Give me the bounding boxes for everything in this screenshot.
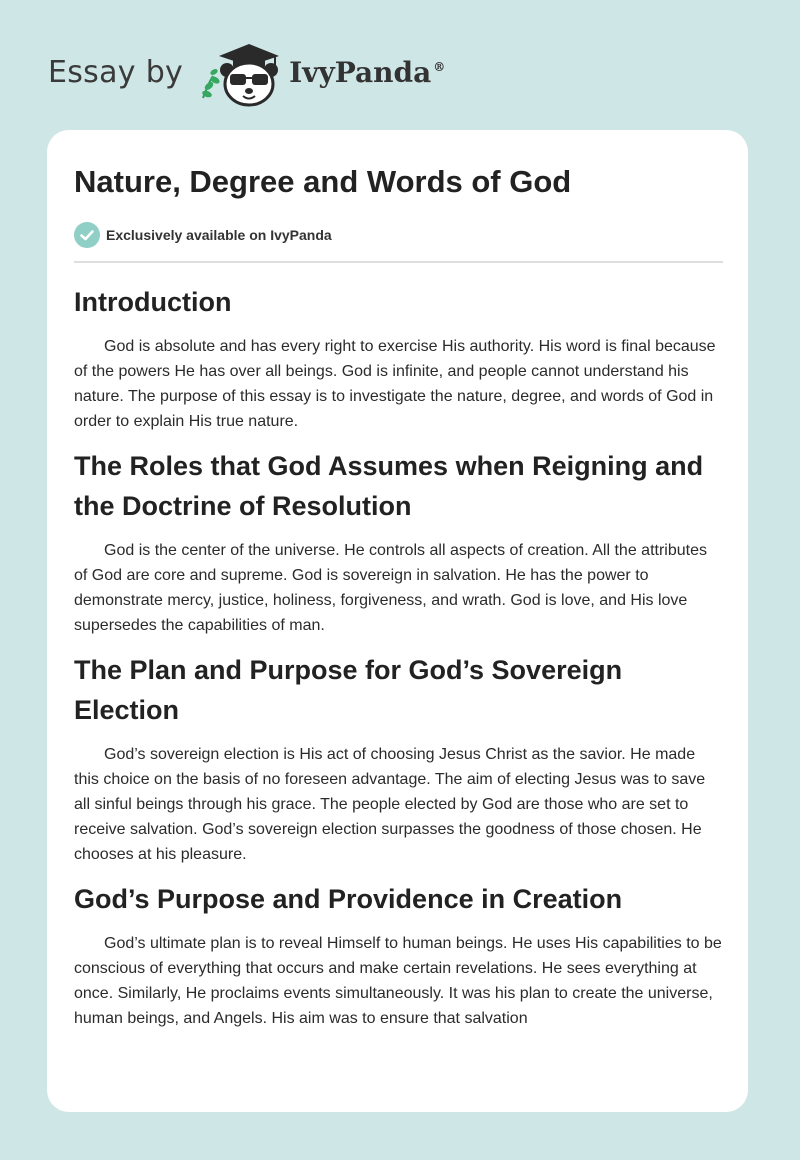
section-heading: God’s Purpose and Providence in Creation	[74, 884, 623, 914]
page-title: Nature, Degree and Words of God	[74, 164, 572, 199]
brand-name: IvyPanda ®	[289, 55, 446, 89]
section-paragraph: God is the center of the universe. He controls all aspects of creation. All the attributes of God are core and supreme. God is sovereign in salvation. He has the power to demonstrate mercy, justice, holiness, forgiveness, and wrath. God is love, and His love supersedes the capabilities of man.	[74, 542, 707, 634]
section-paragraph: God is absolute and has every right to exercise His authority. His word is final because of the powers He has over all beings. God is infinite, and people cannot understand his nature. The purpose of this essay is to investigate the nature, degree, and words of God in order to explain His true nature.	[74, 338, 716, 430]
brand-header[interactable]	[48, 36, 445, 108]
exclusive-badge	[74, 222, 332, 248]
essay-content	[74, 280, 724, 1043]
section-heading: Introduction	[74, 287, 232, 317]
divider	[74, 261, 723, 263]
brand-prefix: Essay by	[48, 54, 184, 90]
badge-label: Exclusively available on IvyPanda	[106, 227, 332, 243]
section-heading: The Roles that God Assumes when Reigning and the Doctrine of Resolution	[74, 451, 704, 521]
check-badge-icon	[74, 222, 100, 248]
essay-card	[47, 130, 748, 1112]
section-paragraph: God’s sovereign election is His act of choosing Jesus Christ as the savior. He made this choice on the basis of no foreseen advantage. The aim of electing Jesus was to save all sinful beings through his grace. The people elected by God are those who are set to receive salvation. God’s sovereign election surpasses the goodness of those chosen. He chooses at his pleasure.	[74, 746, 706, 863]
section-heading: The Plan and Purpose for God’s Sovereign Election	[74, 655, 623, 725]
section-paragraph: God’s ultimate plan is to reveal Himself to human beings. He uses His capabilities to be conscious of everything that occurs and make certain revelations. He sees everything at once. Similarly, He proclaims events simultaneously. It was his plan to create the universe, human beings, and Angels. His aim was to ensure that salvation	[74, 935, 722, 1027]
panda-logo-icon	[197, 36, 283, 108]
